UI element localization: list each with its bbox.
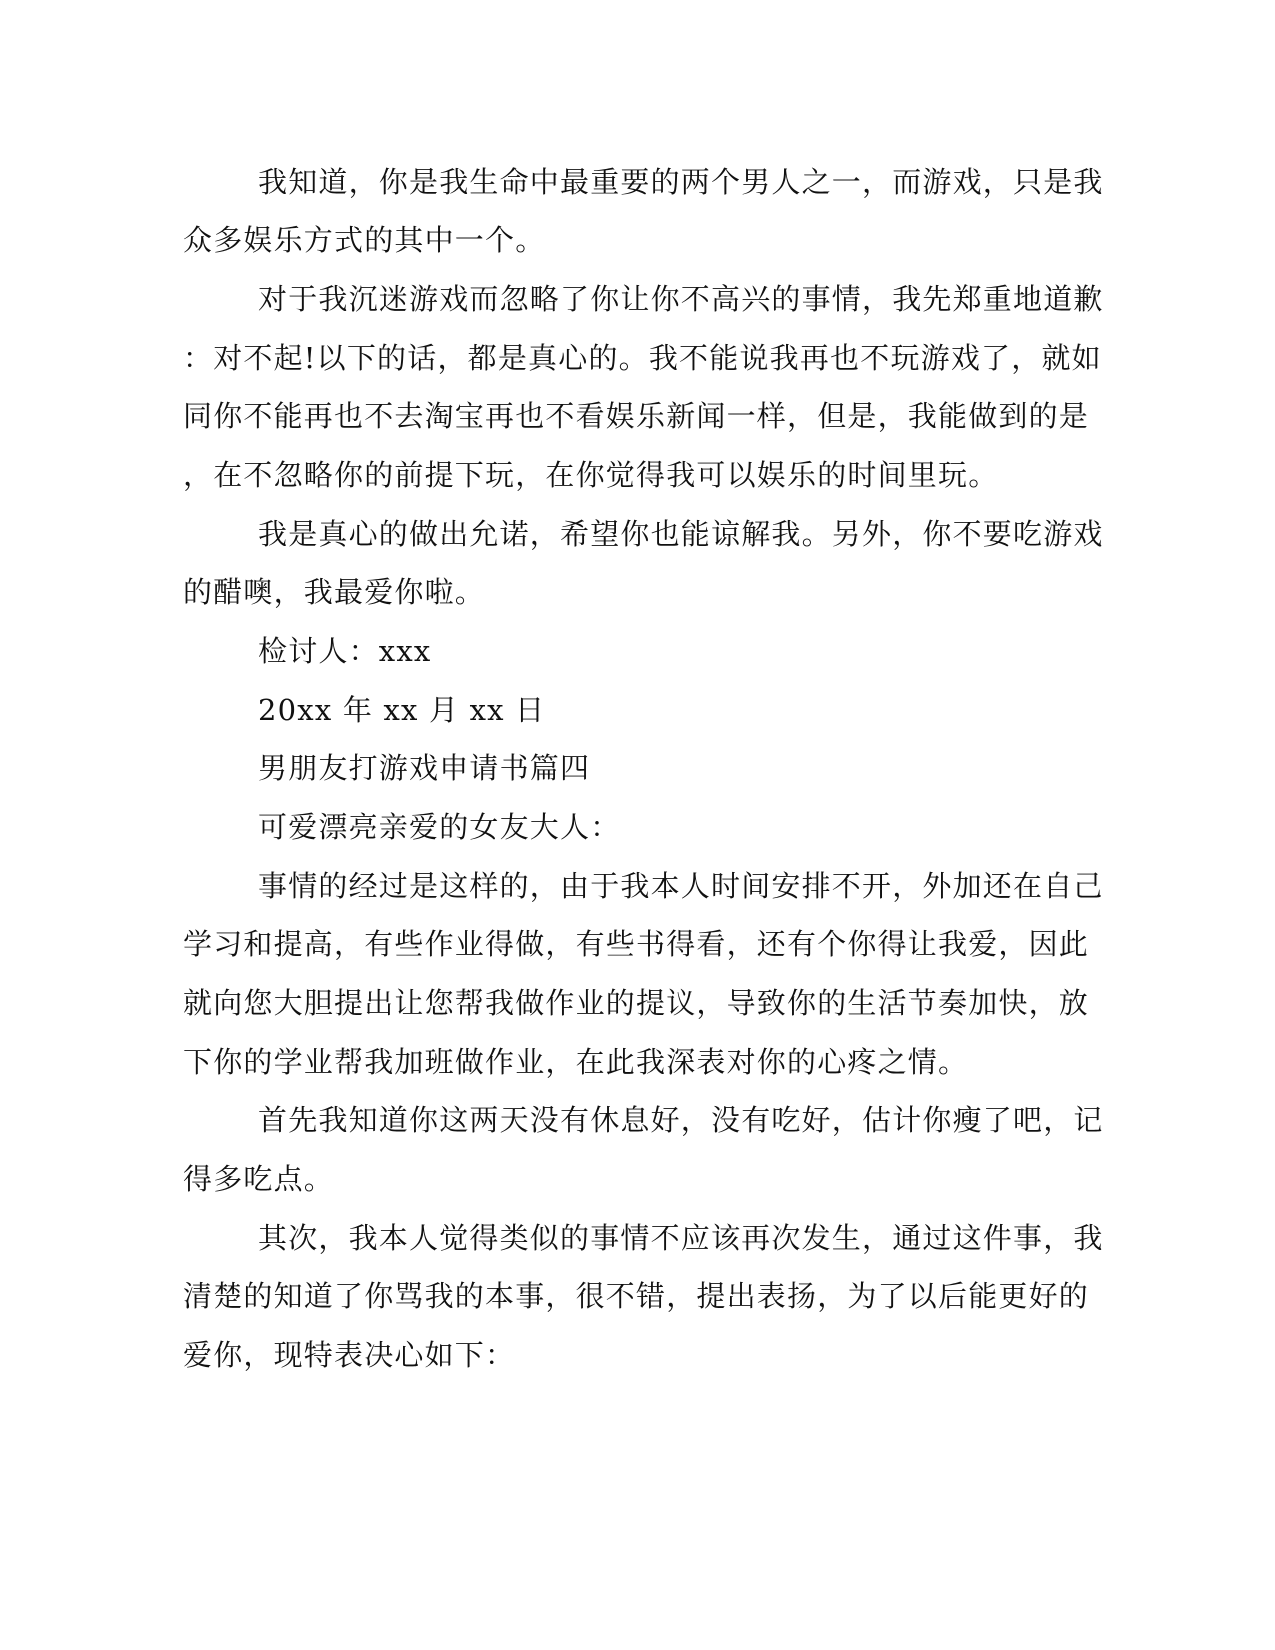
paragraph-5-line-1: 首先我知道你这两天没有休息好，没有吃好，估计你瘦了吧，记 (258, 1103, 1104, 1137)
paragraph-2-line-3: 同你不能再也不去淘宝再也不看娱乐新闻一样，但是，我能做到的是 (183, 399, 1090, 433)
paragraph-3-line-1: 我是真心的做出允诺，希望你也能谅解我。另外，你不要吃游戏 (258, 517, 1104, 551)
paragraph-2-line-4: ，在不忽略你的前提下玩，在你觉得我可以娱乐的时间里玩。 (183, 458, 999, 492)
paragraph-4-line-2: 学习和提高，有些作业得做，有些书得看，还有个你得让我爱，因此 (183, 927, 1090, 961)
paragraph-5-line-2: 得多吃点。 (183, 1162, 335, 1196)
paragraph-1-line-2: 众多娱乐方式的其中一个。 (183, 223, 546, 257)
paragraph-6-line-2: 清楚的知道了你骂我的本事，很不错，提出表扬，为了以后能更好的 (183, 1279, 1090, 1313)
paragraph-2-line-2: ：对不起!以下的话，都是真心的。我不能说我再也不玩游戏了，就如 (183, 341, 1102, 375)
paragraph-3-line-2: 的醋噢，我最爱你啦。 (183, 575, 486, 609)
section-title: 男朋友打游戏申请书篇四 (258, 751, 591, 785)
paragraph-4-line-1: 事情的经过是这样的，由于我本人时间安排不开，外加还在自己 (258, 869, 1104, 903)
salutation: 可爱漂亮亲爱的女友大人： (258, 810, 621, 844)
date-line: 20xx 年 xx 月 xx 日 (258, 693, 546, 727)
paragraph-2-line-1: 对于我沉迷游戏而忽略了你让你不高兴的事情，我先郑重地道歉 (258, 282, 1104, 316)
paragraph-6-line-3: 爱你，现特表决心如下： (183, 1338, 516, 1372)
paragraph-6-line-1: 其次，我本人觉得类似的事情不应该再次发生，通过这件事，我 (258, 1221, 1104, 1255)
paragraph-4-line-4: 下你的学业帮我加班做作业，在此我深表对你的心疼之情。 (183, 1045, 969, 1079)
paragraph-4-line-3: 就向您大胆提出让您帮我做作业的提议，导致你的生活节奏加快，放 (183, 986, 1090, 1020)
paragraph-1-line-1: 我知道，你是我生命中最重要的两个男人之一，而游戏，只是我 (258, 165, 1104, 199)
signature-line: 检讨人：xxx (258, 634, 432, 668)
